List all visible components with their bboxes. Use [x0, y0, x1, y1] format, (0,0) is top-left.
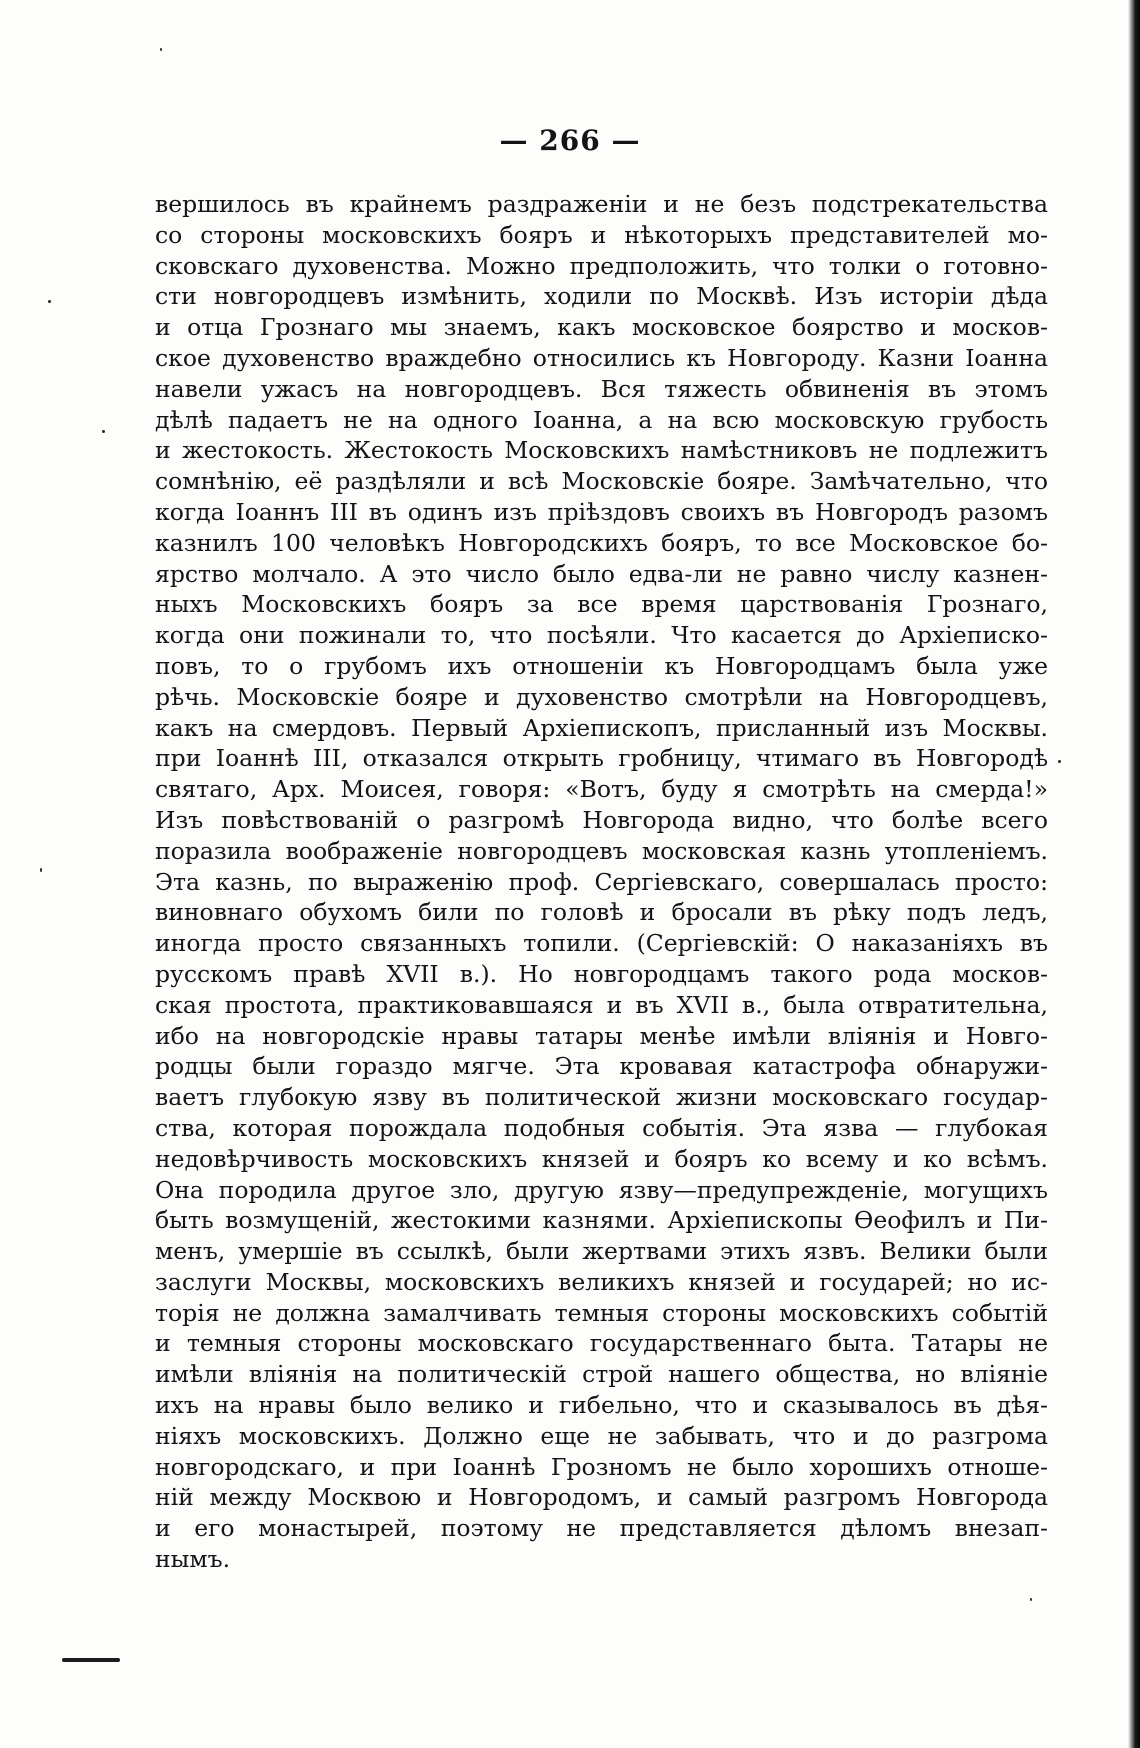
text-line: русскомъ правѣ XVII в.). Но новгородцамъ такого рода москов- [155, 959, 1048, 988]
text-line: какъ на смердовъ. Первый Архіепископъ, присланный изъ Москвы. [155, 713, 1048, 742]
text-line: заслуги Москвы, московскихъ великихъ князей и государей; но ис- [155, 1267, 1048, 1296]
text-line: ихъ на нравы было велико и гибельно, что и сказывалось въ дѣя- [155, 1391, 1048, 1420]
text-line: ства, которая порождала подобныя событія. Эта язва — глубокая [155, 1113, 1048, 1142]
text-line: Эта казнь, по выраженію проф. Сергіевскаго, совершалась просто: [155, 867, 1048, 896]
text-line: и отца Грознаго мы знаемъ, какъ московское боярство и москов- [155, 313, 1048, 342]
text-line: Изъ повѣствованій о разгромѣ Новгорода видно, что болѣе всего [155, 805, 1048, 834]
text-line: Она породила другое зло, другую язву—предупрежденіе, могущихъ [155, 1175, 1048, 1204]
text-line: родцы были гораздо мягче. Эта кровавая катастрофа обнаружи- [155, 1052, 1048, 1081]
text-line: святаго, Арх. Моисея, говоря: «Вотъ, буду я смотрѣть на смерда!» [155, 775, 1048, 804]
text-line: новгородскаго, и при Іоаннѣ Грозномъ не было хорошихъ отноше- [155, 1452, 1048, 1481]
text-line: поразила воображеніе новгородцевъ московская казнь утопленіемъ. [155, 836, 1048, 865]
text-line: казнилъ 100 человѣкъ Новгородскихъ бояръ, то все Московское бо- [155, 528, 1048, 557]
text-line: менъ, умершіе въ ссылкѣ, были жертвами этихъ язвъ. Велики были [155, 1237, 1048, 1266]
text-line: сти новгородцевъ измѣнить, ходили по Москвѣ. Изъ исторіи дѣда [155, 282, 1048, 311]
text-line: ніяхъ московскихъ. Должно еще не забывать, что и до разгрома [155, 1421, 1048, 1450]
body-text [155, 189, 1048, 1575]
text-line: нымъ. [155, 1545, 231, 1574]
margin-dash-mark [62, 1658, 120, 1662]
scan-speck [102, 430, 105, 433]
text-line: торія не должна замалчивать темныя стороны московскихъ событій [155, 1298, 1048, 1327]
text-line: ярство молчало. А это число было едва-ли не равно числу казнен- [155, 559, 1048, 588]
text-line: и жестокость. Жестокость Московскихъ намѣстниковъ не подлежитъ [155, 436, 1048, 465]
text-line: когда они пожинали то, что посѣяли. Что касается до Архіеписко- [155, 621, 1048, 650]
text-line: иногда просто связанныхъ топили. (Сергіевскій: О наказаніяхъ въ [155, 929, 1048, 958]
text-line: сомнѣнію, её раздѣляли и всѣ Московскіе бояре. Замѣчательно, что [155, 467, 1048, 496]
text-line: и его монастырей, поэтому не представляется дѣломъ внезап- [155, 1514, 1048, 1543]
text-line: повъ, то о грубомъ ихъ отношеніи къ Новгородцамъ была уже [155, 651, 1048, 680]
text-line: недовѣрчивость московскихъ князей и бояръ ко всему и ко всѣмъ. [155, 1144, 1048, 1173]
text-line: со стороны московскихъ бояръ и нѣкоторыхъ представителей мо- [155, 220, 1048, 249]
text-line: при Іоаннѣ III, отказался открыть гробницу, чтимаго въ Новгородѣ [155, 744, 1048, 773]
scan-speck [40, 868, 42, 872]
text-line: имѣли вліянія на политическій строй нашего общества, но вліяніе [155, 1360, 1048, 1389]
scan-speck [1058, 760, 1061, 763]
text-line: ская простота, практиковавшаяся и въ XVII в., была отвратительна, [155, 990, 1048, 1019]
text-line: когда Іоаннъ III въ одинъ изъ пріѣздовъ своихъ въ Новгородъ разомъ [155, 497, 1048, 526]
text-line: ское духовенство враждебно относились къ Новгороду. Казни Іоанна [155, 343, 1048, 372]
text-line: и темныя стороны московскаго государственнаго быта. Татары не [155, 1329, 1048, 1358]
text-line: быть возмущеній, жестокими казнями. Архіепископы Ѳеофилъ и Пи- [155, 1206, 1048, 1235]
scan-speck [160, 48, 162, 51]
page-number: — 266 — [499, 124, 641, 157]
text-line: ваетъ глубокую язву въ политической жизни московскаго государ- [155, 1083, 1048, 1112]
text-line: виновнаго обухомъ били по головѣ и бросали въ рѣку подъ ледъ, [155, 898, 1048, 927]
text-line: ній между Москвою и Новгородомъ, и самый разгромъ Новгорода [155, 1483, 1048, 1512]
text-line: навели ужасъ на новгородцевъ. Вся тяжесть обвиненія въ этомъ [155, 374, 1048, 403]
text-line: вершилось въ крайнемъ раздраженіи и не безъ подстрекательства [155, 190, 1048, 218]
text-line: сковскаго духовенства. Можно предположить, что толки о готовно- [155, 251, 1048, 280]
scan-speck [48, 300, 51, 303]
text-line: дѣлѣ падаетъ не на одного Іоанна, а на всю московскую грубость [155, 405, 1048, 434]
scan-speck [1030, 1598, 1032, 1601]
text-line: ибо на новгородскіе нравы татары менѣе имѣли вліянія и Новго- [155, 1021, 1048, 1050]
text-line: ныхъ Московскихъ бояръ за все время царствованія Грознаго, [155, 590, 1048, 619]
binding-edge [1128, 0, 1140, 1748]
text-line: рѣчь. Московскіе бояре и духовенство смотрѣли на Новгородцевъ, [155, 682, 1048, 711]
